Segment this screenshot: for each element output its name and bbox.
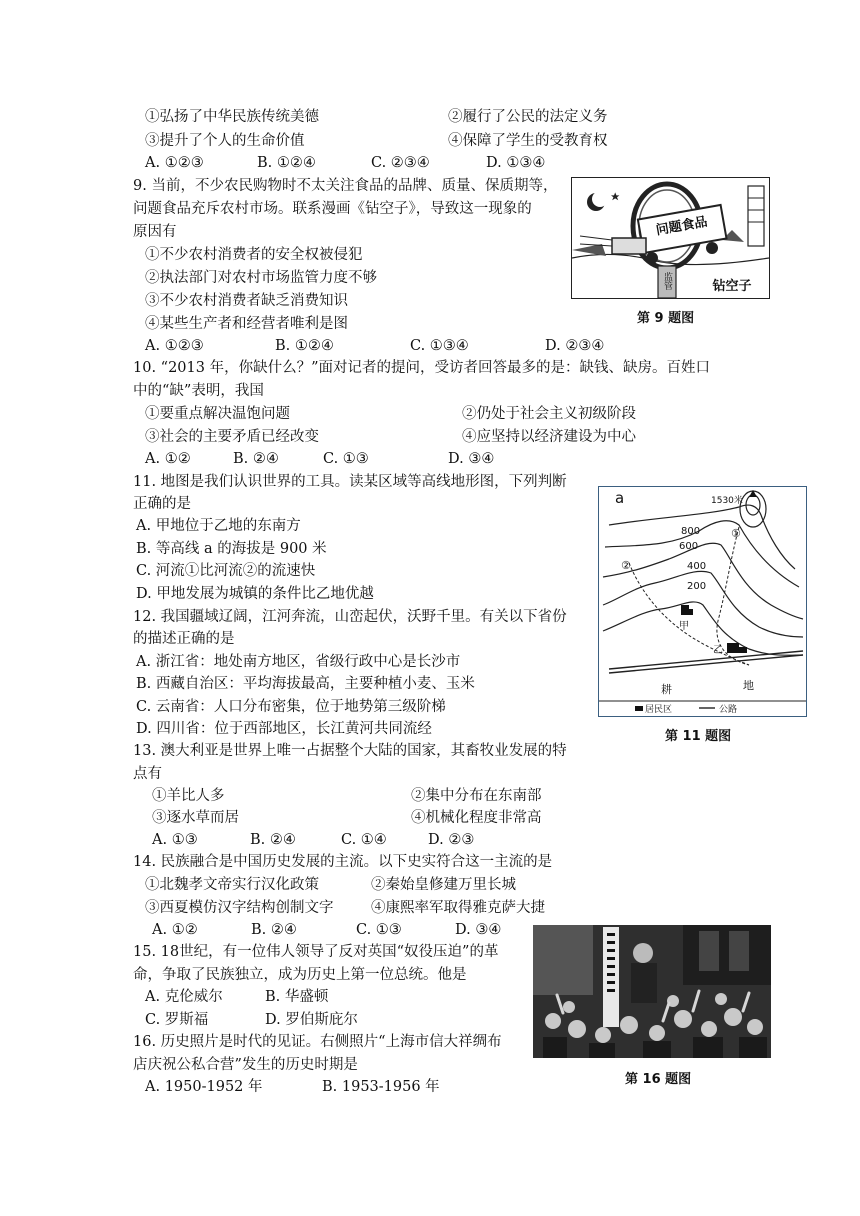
q10-option-3: ③社会的主要矛盾已经改变: [145, 429, 319, 445]
map-place-jia: 甲: [679, 621, 689, 632]
map-legend-road: 公路: [719, 705, 738, 715]
q11-stem-line2: 正确的是: [133, 496, 191, 512]
map-contour-800: 800: [681, 526, 701, 537]
map-farmland-1: 耕: [661, 683, 672, 696]
q9-option-4: ④某些生产者和经营者唯利是图: [145, 316, 348, 332]
q8-choice-b: B. ①②④: [257, 155, 316, 171]
q14-option-2: ②秦始皇修建万里长城: [371, 877, 516, 893]
q9-stem-line1: 9. 当前，不少农民购物时不太关注食品的品牌、质量、保质期等，: [133, 178, 558, 194]
q16-choice-b: B. 1953-1956 年: [322, 1079, 440, 1095]
q8-option-3: ③提升了个人的生命价值: [145, 133, 305, 149]
q15-choice-b: B. 华盛顿: [265, 989, 329, 1005]
q10-option-1: ①要重点解决温饱问题: [145, 406, 290, 422]
q13-option-2: ②集中分布在东南部: [411, 788, 542, 804]
q10-option-4: ④应坚持以经济建设为中心: [462, 429, 636, 445]
q12-choice-c: C. 云南省：人口分布密集，位于地势第三级阶梯: [136, 699, 446, 715]
q15-choice-c: C. 罗斯福: [145, 1012, 209, 1028]
q13-choice-c: C. ①④: [341, 832, 387, 848]
q14-choice-a: A. ①②: [152, 922, 198, 938]
q9-option-2: ②执法部门对农村市场监管力度不够: [145, 270, 377, 286]
q14-choice-b: B. ②④: [251, 922, 297, 938]
q9-stem-line2: 问题食品充斥农村市场。联系漫画《钻空子》，导致这一现象的: [133, 201, 532, 217]
q8-choice-d: D. ①③④: [486, 155, 546, 171]
q12-stem-line1: 12. 我国疆域辽阔，江河奔流，山峦起伏，沃野千里。有关以下省份: [133, 609, 567, 625]
map-place-yi: 乙: [713, 645, 723, 656]
q10-choice-d: D. ③④: [448, 451, 495, 467]
q10-option-2: ②仍处于社会主义初级阶段: [462, 406, 636, 422]
q8-choice-a: A. ①②③: [145, 155, 204, 171]
q10-stem-line2: 中的“缺”表明，我国: [133, 383, 264, 399]
q9-option-1: ①不少农村消费者的安全权被侵犯: [145, 247, 363, 263]
q11-contour-map: [598, 486, 807, 717]
q13-option-4: ④机械化程度非常高: [411, 810, 542, 826]
q11-stem-line1: 11. 地图是我们认识世界的工具。读某区域等高线地形图，下列判断: [133, 474, 567, 490]
q16-choice-a: A. 1950-1952 年: [145, 1079, 263, 1095]
q9-option-3: ③不少农村消费者缺乏消费知识: [145, 293, 348, 309]
q8-option-4: ④保障了学生的受教育权: [448, 133, 608, 149]
q15-choice-d: D. 罗伯斯庇尔: [265, 1012, 358, 1028]
map-peak-label: 1530米: [711, 496, 743, 506]
q12-choice-b: B. 西藏自治区：平均海拔最高，主要种植小麦、玉米: [136, 676, 475, 692]
q11-choice-a: A. 甲地位于乙地的东南方: [136, 518, 301, 534]
q15-stem-line2: 命，争取了民族独立，成为历史上第一位总统。他是: [133, 967, 467, 983]
q14-choice-d: D. ③④: [455, 922, 502, 938]
q12-choice-a: A. 浙江省：地处南方地区，省级行政中心是长沙市: [136, 654, 461, 670]
map-contour-400: 400: [687, 561, 707, 572]
q16-stem-line1: 16. 历史照片是时代的见证。右侧照片“上海市信大祥绸布: [133, 1034, 502, 1050]
q13-stem-line2: 点有: [133, 766, 162, 782]
q14-option-1: ①北魏孝文帝实行汉化政策: [145, 877, 319, 893]
q10-stem-line1: 10. “2013 年，你缺什么？”面对记者的提问，受访者回答最多的是：缺钱、缺房。百姓口: [133, 360, 711, 376]
q16-photo: [533, 925, 771, 1058]
map-river-1: ①: [731, 527, 741, 540]
q9-choice-b: B. ①②④: [275, 338, 334, 354]
q9-choice-a: A. ①②③: [145, 338, 204, 354]
q12-stem-line2: 的描述正确的是: [133, 631, 235, 647]
q9-choice-d: D. ②③④: [545, 338, 605, 354]
q11-caption: 第 11 题图: [665, 729, 732, 744]
q14-option-4: ④康熙率军取得雅克萨大捷: [371, 900, 545, 916]
q13-stem-line1: 13. 澳大利亚是世界上唯一占据整个大陆的国家，其畜牧业发展的特: [133, 743, 567, 759]
q15-stem-line1: 15. 18世纪，有一位伟人领导了反对英国“奴役压迫”的革: [133, 944, 499, 960]
q13-option-1: ①羊比人多: [152, 788, 225, 804]
map-farmland-2: 地: [743, 679, 754, 692]
cartoon-post-text: 监管: [662, 272, 672, 290]
q8-option-2: ②履行了公民的法定义务: [448, 109, 608, 125]
q11-choice-c: C. 河流①比河流②的流速快: [136, 563, 316, 579]
q14-stem-line1: 14. 民族融合是中国历史发展的主流。以下史实符合这一主流的是: [133, 854, 553, 870]
q11-choice-b: B. 等高线 a 的海拔是 900 米: [136, 541, 327, 557]
q13-option-3: ③逐水草而居: [152, 810, 239, 826]
q14-choice-c: C. ①③: [356, 922, 402, 938]
q15-choice-a: A. 克伦威尔: [145, 989, 223, 1005]
q13-choice-a: A. ①③: [152, 832, 198, 848]
q8-choice-c: C. ②③④: [371, 155, 430, 171]
q10-choice-a: A. ①②: [145, 451, 191, 467]
map-label-a: a: [615, 489, 625, 507]
q9-cartoon: [571, 177, 770, 299]
q13-choice-b: B. ②④: [250, 832, 296, 848]
q10-choice-b: B. ②④: [233, 451, 279, 467]
cartoon-title: 钻空子: [712, 279, 752, 294]
q14-option-3: ③西夏模仿汉字结构创制文字: [145, 900, 334, 916]
q16-caption: 第 16 题图: [625, 1072, 692, 1087]
q12-choice-d: D. 四川省：位于西部地区，长江黄河共同流经: [136, 721, 432, 737]
q8-option-1: ①弘扬了中华民族传统美德: [145, 109, 319, 125]
q9-caption: 第 9 题图: [637, 311, 695, 326]
q9-stem-line3: 原因有: [133, 224, 177, 240]
q10-choice-c: C. ①③: [323, 451, 369, 467]
q9-choice-c: C. ①③④: [410, 338, 469, 354]
q13-choice-d: D. ②③: [428, 832, 475, 848]
map-contour-200: 200: [687, 581, 707, 592]
cartoon-truck-text: 问题食品: [654, 214, 709, 239]
map-legend-residential: 居民区: [645, 705, 673, 715]
q11-choice-d: D. 甲地发展为城镇的条件比乙地优越: [136, 586, 374, 602]
map-river-2: ②: [621, 559, 631, 572]
map-contour-600: 600: [679, 541, 699, 552]
q16-stem-line2: 店庆祝公私合营”发生的历史时期是: [133, 1057, 358, 1073]
